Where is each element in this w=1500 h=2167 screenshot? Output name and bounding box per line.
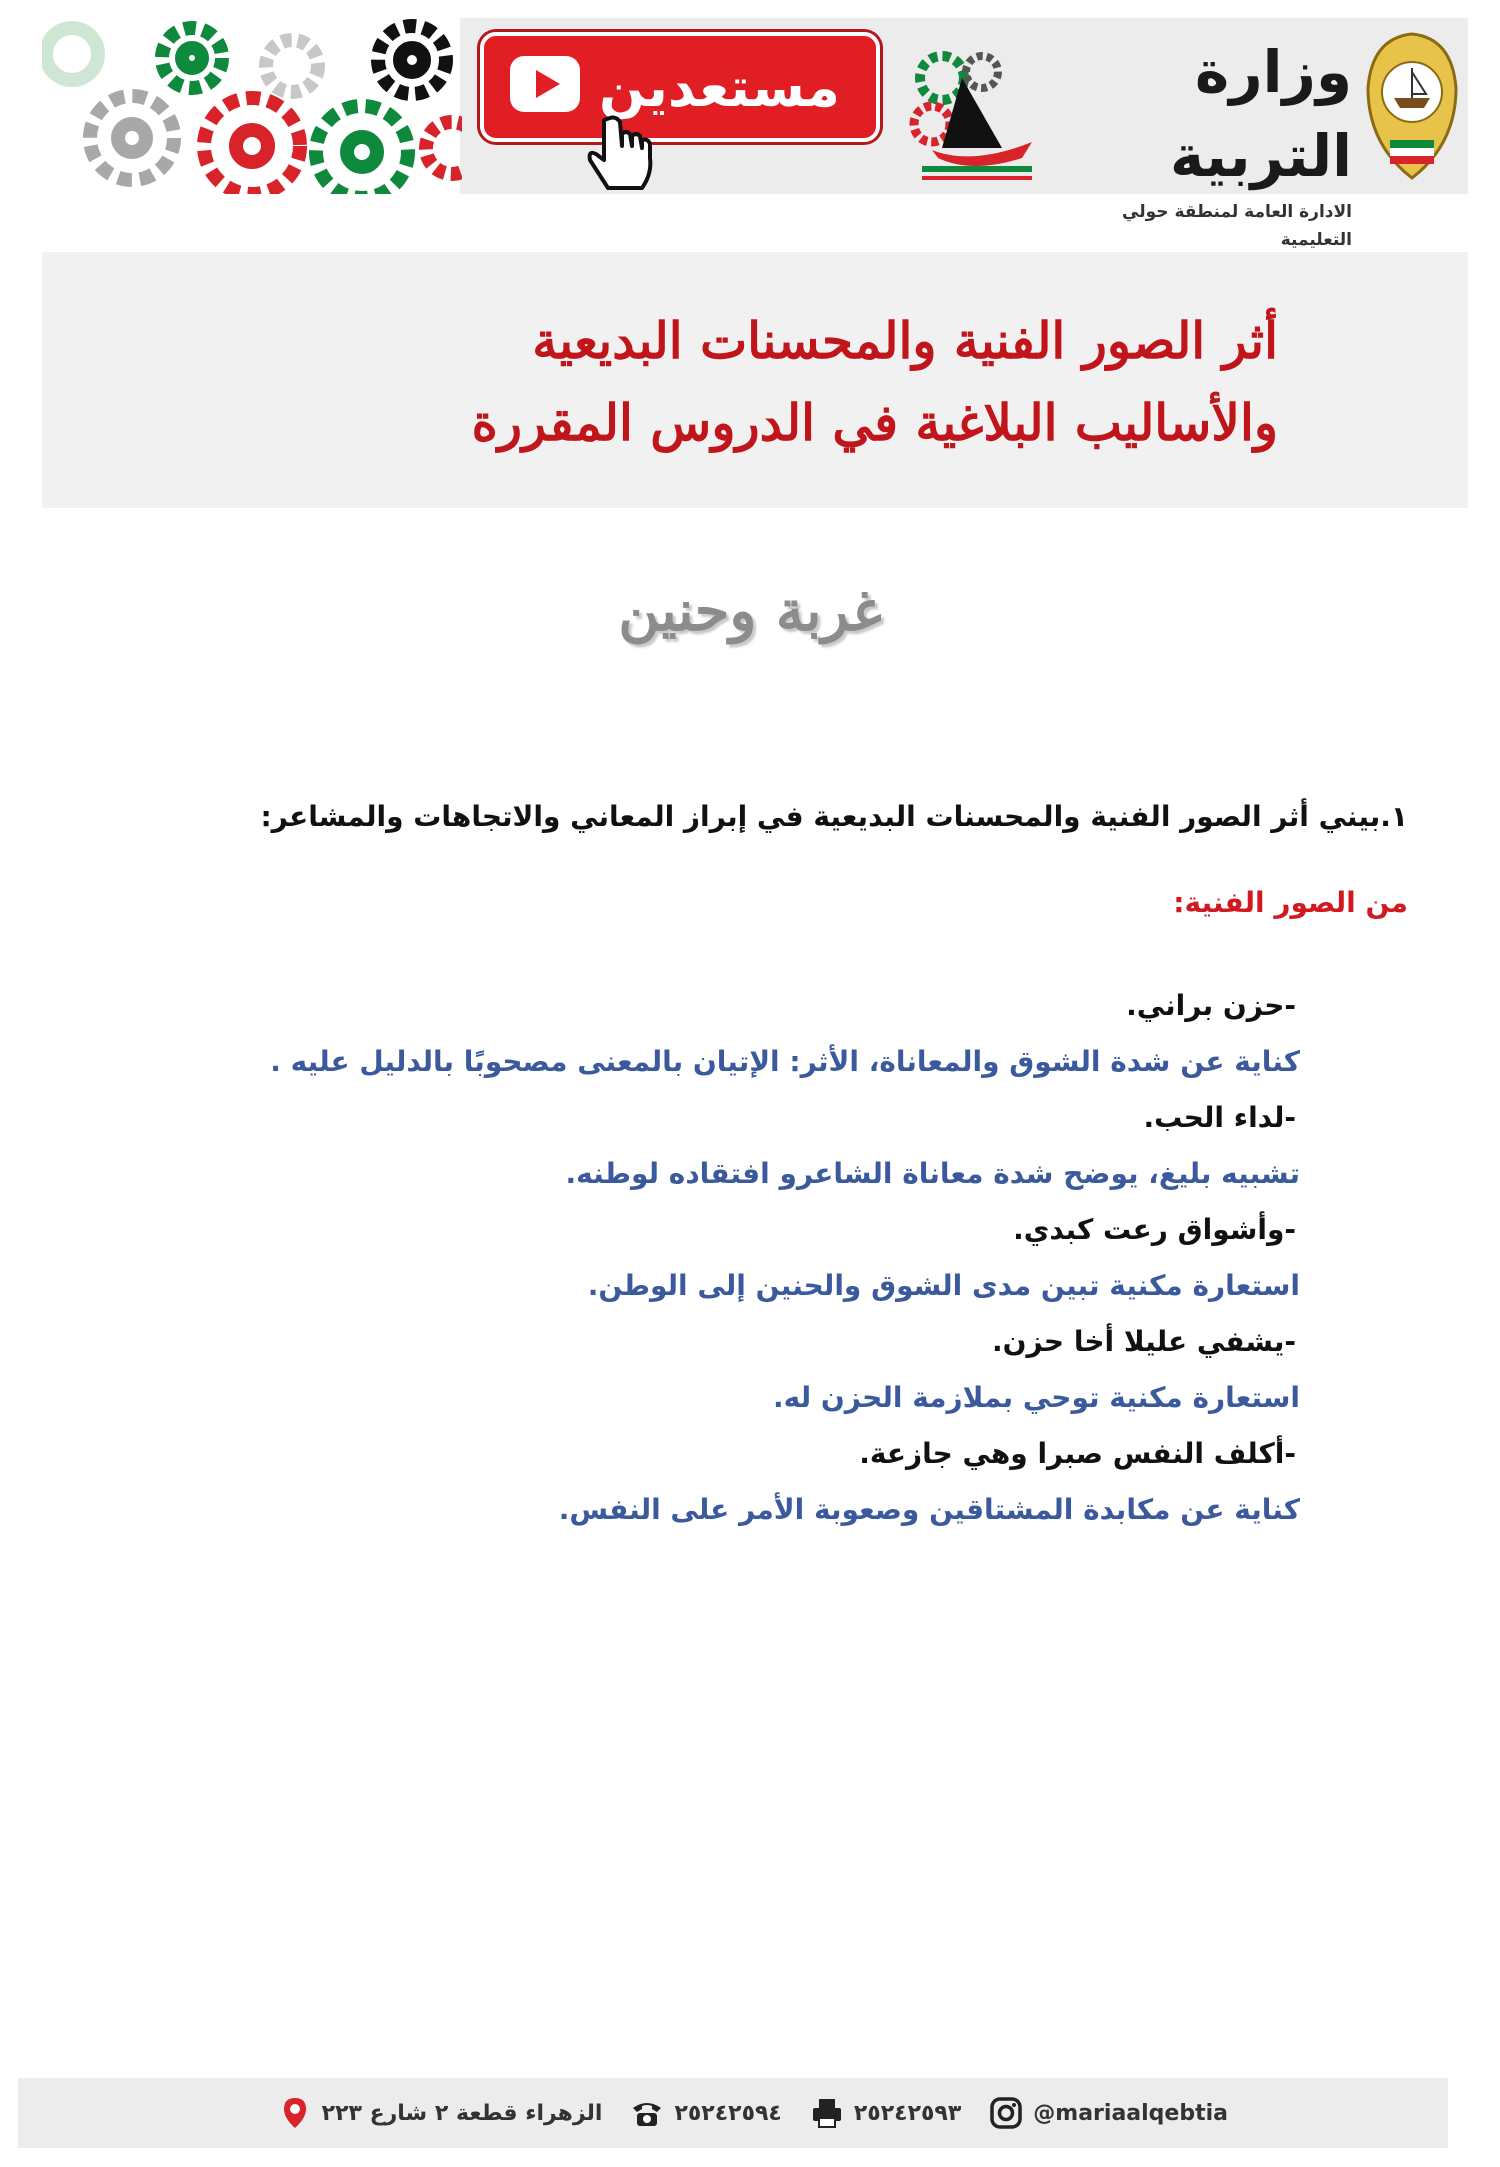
footer-fax[interactable] — [810, 2096, 961, 2130]
phone-text: ٢٥٢٤٢٥٩٤ — [674, 2100, 782, 2126]
item-quote: -لداء الحب. — [1143, 1101, 1296, 1134]
ministry-block — [1052, 30, 1352, 250]
item-explanation: تشبيه بليغ، يوضح شدة معاناة الشاعرو افتقاده لوطنه. — [565, 1157, 1300, 1190]
instagram-handle: @mariaalqebtia — [1033, 2100, 1228, 2126]
ministry-subtitle-1: الادارة العامة لمنطقة حولي التعليمية — [1122, 202, 1352, 250]
title-box — [42, 252, 1468, 508]
footer-instagram[interactable] — [989, 2096, 1228, 2130]
footer-address — [278, 2096, 603, 2130]
address-text: الزهراء قطعة ٢ شارع ٢٢٣ — [321, 2100, 603, 2126]
location-pin-icon — [278, 2096, 312, 2130]
item-explanation: كناية عن شدة الشوق والمعاناة، الأثر: الإتيان بالمعنى مصحوبًا بالدليل عليه . — [270, 1045, 1300, 1078]
section-heading: من الصور الفنية: — [1173, 886, 1408, 919]
page-title — [278, 300, 1278, 464]
items-list — [140, 978, 1300, 1538]
footer-contacts — [278, 2096, 1228, 2130]
item-explanation: كناية عن مكابدة المشتاقين وصعوبة الأمر على النفس. — [558, 1493, 1300, 1526]
question-text: ١.بيني أثر الصور الفنية والمحسنات البديعية في إبراز المعاني والاتجاهات والمشاعر: — [260, 800, 1408, 833]
ready-button-label: مستعدين — [599, 55, 840, 119]
item-quote: -حزن براني. — [1126, 989, 1296, 1022]
ready-button[interactable] — [480, 32, 880, 142]
item-quote: -يشفي عليلا أخا حزن. — [991, 1325, 1296, 1358]
kuwait-emblem-icon — [1360, 28, 1464, 188]
item-explanation: استعارة مكنية توحي بملازمة الحزن له. — [772, 1381, 1300, 1414]
header-banner — [42, 18, 1468, 250]
school-logo-icon — [902, 38, 1042, 188]
footer-bar — [18, 2078, 1448, 2148]
item-quote: -وأشواق رعت كبدي. — [1013, 1213, 1296, 1246]
ministry-name: وزارة التربية — [1169, 38, 1352, 190]
item-explanation: استعارة مكنية تبين مدى الشوق والحنين إلى الوطن. — [587, 1269, 1300, 1302]
item-quote: -أكلف النفس صبرا وهي جازعة. — [859, 1437, 1296, 1470]
title-line-1: أثر الصور الفنية والمحسنات البديعية — [532, 311, 1278, 370]
gears-decoration-icon — [42, 18, 462, 194]
title-line-2: والأساليب البلاغية في الدروس المقررة — [471, 393, 1278, 452]
footer-phone[interactable] — [630, 2096, 781, 2130]
lesson-title: غربة وحنين — [618, 578, 882, 644]
fax-text: ٢٥٢٤٢٥٩٣ — [853, 2100, 962, 2126]
hand-cursor-icon — [582, 114, 662, 198]
telephone-icon — [630, 2096, 664, 2130]
fax-printer-icon — [810, 2096, 844, 2130]
instagram-icon — [989, 2096, 1023, 2130]
play-icon — [510, 56, 580, 112]
